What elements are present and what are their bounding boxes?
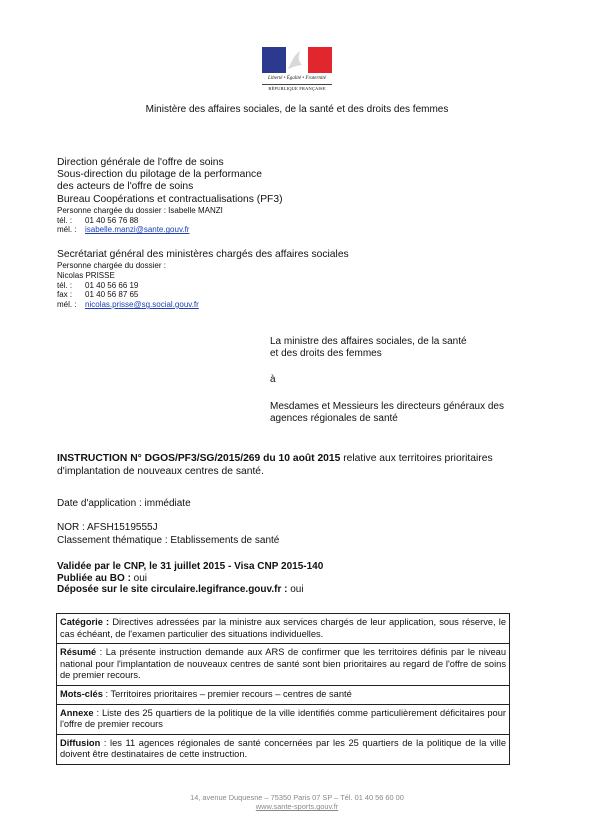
flag-icon [262,47,332,73]
row-categorie [57,614,509,644]
categorie-text: Directives adressées par la ministre aux services chargés de leur application, sous réserve, le cas échéant, de l'examen particulier des situations individuelles. [60,617,507,639]
footer [0,793,594,812]
sg-mel-label: mél. : [57,300,77,310]
logo-republic: RÉPUBLIQUE FRANÇAISE [262,84,332,92]
instruction-title [57,453,537,478]
resume-text: : La présente instruction demande aux ARS de confirmer que les territoires définis par le niveau national pour l'implantation de nouveaux centres de santé sont bien prioritaires au regard de l'offre de soins de premier recours. [60,647,506,681]
dgos-tel-value: 01 40 56 76 88 [85,215,139,225]
republic-logo [262,47,332,95]
recipient-line4: agences régionales de santé [270,413,398,424]
instruction-ref: INSTRUCTION N° DGOS/PF3/SG/2015/269 du 10 août 2015 [57,453,341,464]
validation-cnp: Validée par le CNP, le 31 juillet 2015 - Visa CNP 2015-140 [57,561,324,572]
footer-address: 14, avenue Duquesne – 75350 Paris 07 SP – Tél. 01 40 56 60 00 [190,793,404,802]
sg-email-link[interactable]: nicolas.prisse@sg.social.gouv.fr [85,300,199,310]
mots-text: : Territoires prioritaires – premier recours – centres de santé [102,688,352,699]
dgos-tel-label: tél. : [57,215,73,225]
sg-tel-label: tél. : [57,280,73,290]
dgos-person: Personne chargée du dossier : Isabelle MANZI [57,205,223,215]
annexe-text: : Liste des 25 quartiers de la politique de la ville identifiés comme particulièrement déficitaires pour l'offre de premier recours [60,707,506,730]
row-annexe [57,705,509,735]
sg-fax-value: 01 40 56 87 65 [85,290,139,300]
row-resume [57,644,509,686]
sg-block [57,249,349,310]
recipient-line1: La ministre des affaires sociales, de la santé [270,336,467,347]
categorie-label: Catégorie : [60,617,110,627]
sg-person-label: Personne chargée du dossier : [57,261,166,271]
logo-motto: Liberté • Égalité • Fraternité [268,76,326,81]
recipient-line2: et des droits des femmes [270,348,382,359]
annexe-label: Annexe [60,707,94,718]
sg-fax [57,290,349,300]
classement: Classement thématique : Etablissements de santé [57,535,280,546]
footer-website-link[interactable]: www.sante-sports.gouv.fr [255,802,339,812]
sg-line1: Secrétariat général des ministères chargés des affaires sociales [57,249,349,260]
mots-label: Mots-clés [60,688,103,699]
dgos-line3: des acteurs de l'offre de soins [57,181,194,193]
instruction-text: relative aux territoires prioritaires d'implantation de nouveaux centres de santé. [57,453,493,477]
sg-fax-label: fax : [57,290,73,300]
sg-tel [57,281,349,291]
dgos-email-link[interactable]: isabelle.manzi@sante.gouv.fr [85,225,190,235]
dgos-line1: Direction générale de l'offre de soins [57,157,224,168]
dgos-mel [57,225,283,235]
nor: NOR : AFSH1519555J [57,522,158,533]
row-diffusion [57,735,509,764]
row-mots-cles [57,686,509,705]
dgos-line2: Sous-direction du pilotage de la performance [57,169,262,181]
validation-site-label: Déposée sur le site circulaire.legifrance.gouv.fr : [57,584,288,596]
summary-table [56,613,510,765]
recipient-to: à [270,374,276,385]
resume-label: Résumé [60,647,97,658]
validation-block [57,561,323,596]
recipient-line3: Mesdames et Messieurs les directeurs généraux des [270,401,504,412]
sg-mel [57,300,349,310]
dgos-tel [57,216,283,226]
validation-bo-label: Publiée au BO : [57,572,131,584]
dgos-line4: Bureau Coopérations et contractualisations (PF3) [57,193,283,205]
validation-site-value: oui [287,584,304,596]
date-application: Date d'application : immédiate [57,498,191,509]
dgos-block [57,157,283,235]
diffusion-label: Diffusion [60,737,101,748]
sg-person: Nicolas PRISSE [57,270,115,280]
dgos-mel-label: mél. : [57,225,77,235]
diffusion-text: : les 11 agences régionales de santé concernées par les 25 quartiers de la politique de la ville doivent être destinataires de cette instruction. [60,737,506,760]
validation-bo-value: oui [130,572,148,584]
ministry-title: Ministère des affaires sociales, de la santé et des droits des femmes [145,104,449,115]
sg-tel-value: 01 40 56 66 19 [85,280,139,290]
